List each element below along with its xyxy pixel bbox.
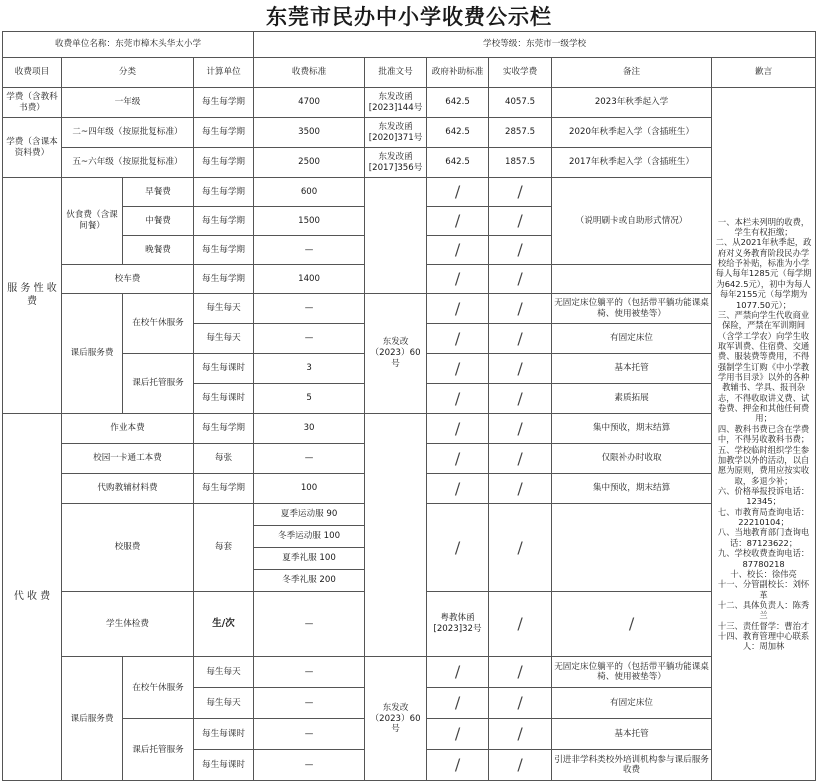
header-approval: 批准文号 <box>365 58 427 88</box>
homework-fee-standard: 30 <box>254 414 365 444</box>
collection-after-school-note: 有固定床位 <box>552 688 712 719</box>
collection-nap-service-label: 在校午休服务 <box>123 657 194 719</box>
remark-line: 二、从2021年秋季起，政府对义务教育阶段民办学校给予补贴，标准为小学每人每年1285元（每学期为642.5元），初中为每人每年2155元（每学期为1077.50元）； <box>715 237 812 310</box>
uniform-fee-note <box>552 504 712 592</box>
collection-after-school-standard: — <box>254 688 365 719</box>
tuition-category: 一年级 <box>62 88 194 118</box>
tuition-standard: 4700 <box>254 88 365 118</box>
card-fee-standard: — <box>254 444 365 474</box>
tuition-subsidy: 642.5 <box>427 118 489 148</box>
slash-mark: / <box>427 750 489 781</box>
tuition-subsidy: 642.5 <box>427 148 489 178</box>
collection-after-school-unit: 每生每天 <box>194 657 254 688</box>
slash-mark: / <box>427 384 489 414</box>
bus-fee-note <box>552 265 712 294</box>
tuition-standard: 3500 <box>254 118 365 148</box>
card-fee-name: 校园一卡通工本费 <box>62 444 194 474</box>
collection-after-school-note: 无固定床位躺平的（包括带平躺功能课桌椅、使用被垫等） <box>552 657 712 688</box>
bus-fee-name: 校车费 <box>62 265 194 294</box>
tuition-unit: 每生每学期 <box>194 148 254 178</box>
remark-line: 五、学校临时组织学生参加教学以外的活动，以自愿为原则，费用应按实收取，多退少补； <box>717 444 810 486</box>
slash-mark: / <box>489 657 552 688</box>
tuition-actual: 1857.5 <box>489 148 552 178</box>
collection-after-school-unit: 每生每课时 <box>194 719 254 750</box>
after-school-note: 无固定床位躺平的（包括带平躺功能课桌椅、使用被垫等） <box>552 294 712 324</box>
after-school-unit: 每生每课时 <box>194 354 254 384</box>
remark-line: 四、教科书费已含在学费中，不得另收教科书费； <box>717 423 810 445</box>
tuition-approval: 东发改函[2020]371号 <box>365 118 427 148</box>
slash-mark: / <box>427 719 489 750</box>
slash-mark: / <box>489 384 552 414</box>
table-row <box>3 118 816 148</box>
after-school-unit: 每生每天 <box>194 294 254 324</box>
collection-after-school-note: 引进非学科类校外培训机构参与课后服务收费 <box>552 750 712 781</box>
materials-fee-note: 集中预收，期末结算 <box>552 474 712 504</box>
tuition-group-2: 学费（含课本资料费） <box>3 118 62 178</box>
checkup-fee-unit: 生/次 <box>194 592 254 657</box>
slash-mark: / <box>489 688 552 719</box>
slash-mark: / <box>489 294 552 324</box>
remark-line: 十、校长：徐伟亮 <box>730 568 797 579</box>
remark-line: 一、本栏未列明的收费，学生有权拒缴； <box>717 216 810 238</box>
uniform-item: 夏季运动服 90 <box>254 504 365 526</box>
tuition-category: 二~四年级（按原批复标准） <box>62 118 194 148</box>
slash-mark: / <box>489 414 552 444</box>
uniform-item: 夏季礼服 100 <box>254 548 365 570</box>
header-standard: 收费标准 <box>254 58 365 88</box>
collection-fee-label: 代 收 费 <box>3 414 62 781</box>
page-title: 东莞市民办中小学收费公示栏 <box>266 5 552 29</box>
slash-mark: / <box>427 444 489 474</box>
table-row <box>3 148 816 178</box>
bus-fee-unit: 每生每学期 <box>194 265 254 294</box>
after-school-approval: 东发改（2023）60号 <box>365 294 427 414</box>
remarks-column <box>712 88 816 781</box>
table-row <box>3 88 816 118</box>
uniform-item: 冬季礼服 200 <box>254 570 365 592</box>
meal-standard: 600 <box>254 178 365 207</box>
tuition-standard: 2500 <box>254 148 365 178</box>
meal-name: 中餐费 <box>123 207 194 236</box>
meal-note: （说明刷卡或自助形式情况） <box>552 178 712 265</box>
collection-after-school-note: 基本托管 <box>552 719 712 750</box>
header-actual: 实收学费 <box>489 58 552 88</box>
after-school-note: 有固定床位 <box>552 324 712 354</box>
school-name: 收费单位名称：东莞市樟木头华太小学 <box>3 32 254 58</box>
remark-line: 七、市教育局查询电话：22210104； <box>717 506 810 528</box>
homework-fee-name: 作业本费 <box>62 414 194 444</box>
tuition-category: 五~六年级（按原批复标准） <box>62 148 194 178</box>
after-school-standard: 3 <box>254 354 365 384</box>
slash-mark: / <box>489 236 552 265</box>
uniform-item: 冬季运动服 100 <box>254 526 365 548</box>
fee-table <box>2 31 816 781</box>
homework-fee-note: 集中预收，期末结算 <box>552 414 712 444</box>
meal-unit: 每生每学期 <box>194 236 254 265</box>
slash-mark: / <box>489 504 552 592</box>
tuition-approval: 东发改函[2023]144号 <box>365 88 427 118</box>
slash-mark: / <box>427 294 489 324</box>
header-note: 备注 <box>552 58 712 88</box>
materials-fee-standard: 100 <box>254 474 365 504</box>
slash-mark: / <box>489 354 552 384</box>
tuition-group-1: 学费（含教科书费） <box>3 88 62 118</box>
header-item: 收费项目 <box>3 58 62 88</box>
tuition-actual: 4057.5 <box>489 88 552 118</box>
tuition-subsidy: 642.5 <box>427 88 489 118</box>
meal-standard: 1500 <box>254 207 365 236</box>
nap-service-label: 在校午休服务 <box>123 294 194 354</box>
after-school-note: 素质拓展 <box>552 384 712 414</box>
table-row <box>3 414 816 444</box>
collection-after-school-unit: 每生每课时 <box>194 750 254 781</box>
meal-name: 晚餐费 <box>123 236 194 265</box>
checkup-fee-name: 学生体检费 <box>62 592 194 657</box>
header-remarks: 歉言 <box>712 58 816 88</box>
slash-mark: / <box>489 444 552 474</box>
materials-fee-unit: 每生每学期 <box>194 474 254 504</box>
bus-fee-standard: 1400 <box>254 265 365 294</box>
slash-mark: / <box>489 178 552 207</box>
remark-line: 十三、责任督学：曹治才 <box>717 620 810 631</box>
collection-after-school-unit: 每生每天 <box>194 688 254 719</box>
after-school-standard: — <box>254 324 365 354</box>
slash-mark: / <box>427 657 489 688</box>
tuition-unit: 每生每学期 <box>194 88 254 118</box>
after-school-unit: 每生每天 <box>194 324 254 354</box>
header-category: 分类 <box>62 58 194 88</box>
meal-unit: 每生每学期 <box>194 178 254 207</box>
service-fee-label: 服 务 性 收 费 <box>3 178 62 414</box>
after-school-unit: 每生每课时 <box>194 384 254 414</box>
remark-line: 八、当地教育部门查询电话：87123622； <box>717 527 810 548</box>
remark-line: 十四、教育管理中心联系人：周加林 <box>717 631 810 652</box>
uniform-fee-name: 校服费 <box>62 504 194 592</box>
slash-mark: / <box>427 178 489 207</box>
slash-mark: / <box>489 474 552 504</box>
tuition-note: 2017年秋季起入学（含插班生） <box>552 148 712 178</box>
homework-fee-unit: 每生每学期 <box>194 414 254 444</box>
remark-line: 三、严禁向学生代收商业保险，严禁在军训期间（含学工学农）向学生收取军训费、住宿费、交通费、服装费等费用，不得强制学生订购《中小学教学用书目录》以外的各种教辅书、学具、报刊杂志，不得收取讲义费、试卷费、押金和其他任何费用； <box>717 309 810 424</box>
slash-mark: / <box>489 750 552 781</box>
remark-line: 六、价格举报投诉电话：12345； <box>717 486 810 507</box>
slash-mark: / <box>427 265 489 294</box>
collection-after-school-standard: — <box>254 657 365 688</box>
slash-mark: / <box>427 414 489 444</box>
after-school-standard: 5 <box>254 384 365 414</box>
table-row <box>3 294 816 324</box>
checkup-fee-standard: — <box>254 592 365 657</box>
slash-mark: / <box>489 265 552 294</box>
collection-approval <box>365 414 427 657</box>
meal-standard: — <box>254 236 365 265</box>
checkup-fee-approval: 粤教体函[2023]32号 <box>427 592 489 657</box>
materials-fee-name: 代购教辅材料费 <box>62 474 194 504</box>
header-row <box>3 58 816 88</box>
uniform-fee-unit: 每套 <box>194 504 254 592</box>
after-school-standard: — <box>254 294 365 324</box>
meal-fee-label: 伙食费（含课间餐） <box>62 178 123 265</box>
slash-mark: / <box>427 324 489 354</box>
tuition-unit: 每生每学期 <box>194 118 254 148</box>
slash-mark: / <box>552 592 712 657</box>
tuition-note: 2020年秋季起入学（含插班生） <box>552 118 712 148</box>
slash-mark: / <box>427 354 489 384</box>
tuition-note: 2023年秋季起入学 <box>552 88 712 118</box>
meal-approval <box>365 178 427 294</box>
tuition-approval: 东发改函[2017]356号 <box>365 148 427 178</box>
header-subsidy: 政府补助标准 <box>427 58 489 88</box>
table-row <box>3 178 816 207</box>
collection-after-school-standard: — <box>254 719 365 750</box>
slash-mark: / <box>427 474 489 504</box>
school-grade: 学校等级：东莞市一级学校 <box>254 32 816 58</box>
meal-name: 早餐费 <box>123 178 194 207</box>
remark-line: 十二、具体负责人：陈秀兰 <box>717 599 810 621</box>
after-school-fee-label: 课后服务费 <box>62 294 123 414</box>
collection-care-service-label: 课后托管服务 <box>123 719 194 781</box>
card-fee-unit: 每张 <box>194 444 254 474</box>
slash-mark: / <box>489 719 552 750</box>
remark-line: 十一、分管副校长：刘怀革 <box>717 579 810 600</box>
slash-mark: / <box>489 592 552 657</box>
header-unit: 计算单位 <box>194 58 254 88</box>
tuition-actual: 2857.5 <box>489 118 552 148</box>
slash-mark: / <box>427 688 489 719</box>
collection-after-school-label: 课后服务费 <box>62 657 123 781</box>
slash-mark: / <box>489 324 552 354</box>
table-row <box>3 657 816 688</box>
slash-mark: / <box>427 207 489 236</box>
collection-after-school-approval: 东发改（2023）60号 <box>365 657 427 781</box>
slash-mark: / <box>489 207 552 236</box>
slash-mark: / <box>427 504 489 592</box>
after-school-note: 基本托管 <box>552 354 712 384</box>
slash-mark: / <box>427 236 489 265</box>
care-service-label: 课后托管服务 <box>123 354 194 414</box>
meal-unit: 每生每学期 <box>194 207 254 236</box>
card-fee-note: 仅限补办时收取 <box>552 444 712 474</box>
remark-line: 九、学校收费查询电话：87780218 <box>717 548 810 569</box>
collection-after-school-standard: — <box>254 750 365 781</box>
info-row <box>3 32 816 58</box>
